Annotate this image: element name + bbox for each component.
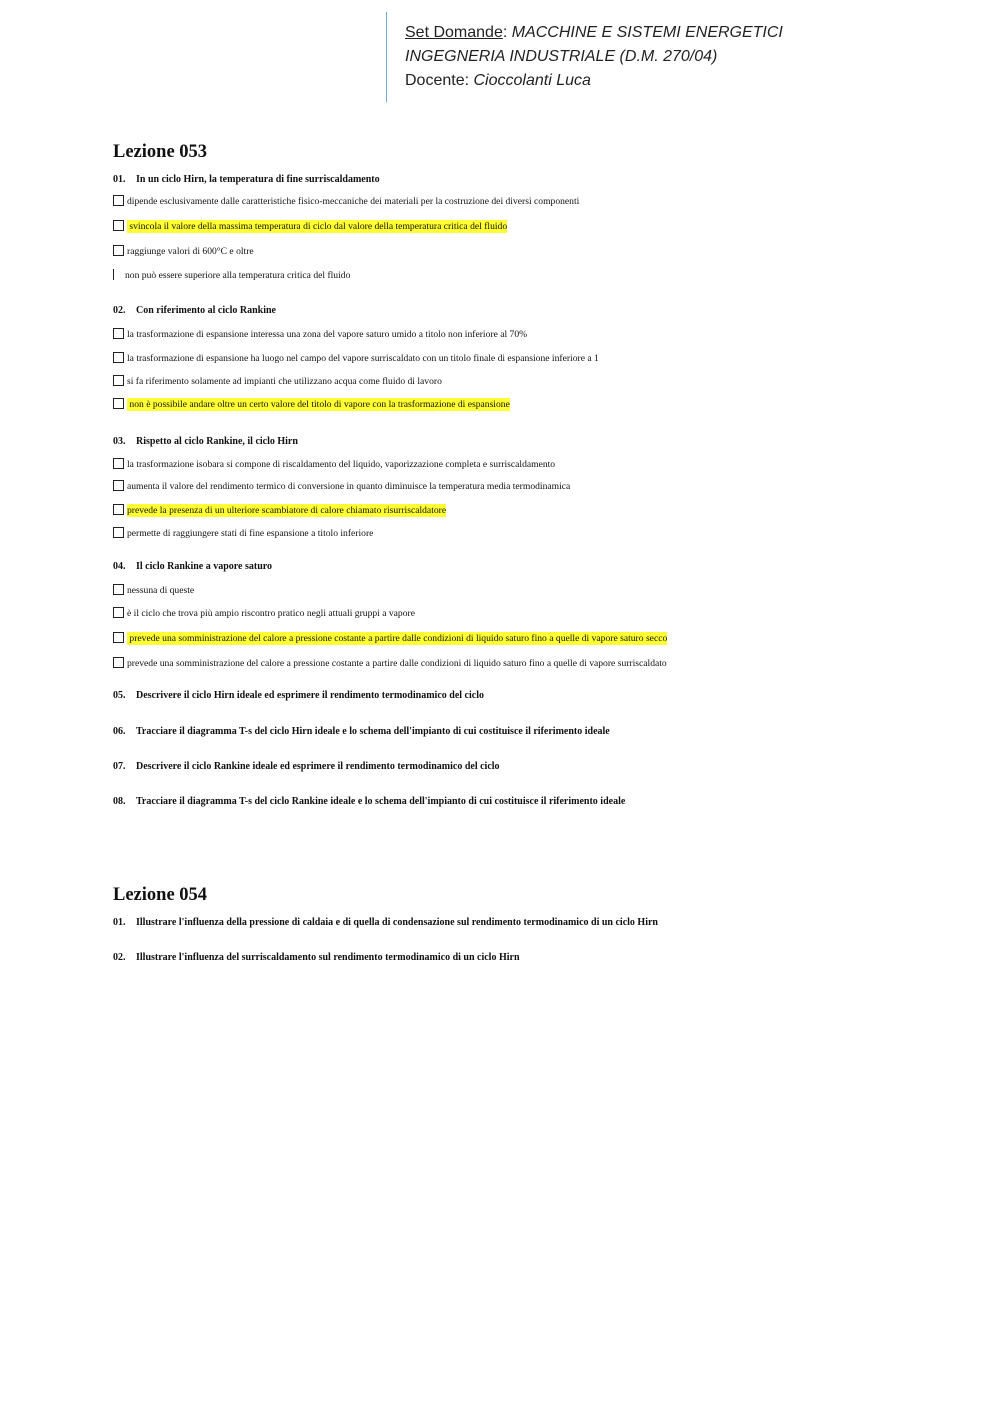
set-separator: :	[502, 24, 512, 41]
option-text-highlighted: prevede la presenza di un ulteriore scambiatore di calore chiamato risurriscaldatore	[127, 505, 447, 516]
question-title	[113, 436, 298, 447]
answer-option[interactable]	[113, 527, 373, 540]
checkbox[interactable]	[113, 480, 124, 491]
answer-option[interactable]	[113, 352, 599, 365]
question-title	[113, 796, 625, 807]
question-number: 06.	[113, 726, 126, 737]
checkbox[interactable]	[113, 657, 124, 668]
option-text: non può essere superiore alla temperatura critica del fluido	[125, 270, 351, 281]
question-title	[113, 917, 658, 928]
course-line: INGEGNERIA INDUSTRIALE (D.M. 270/04)	[405, 48, 718, 65]
answer-option[interactable]	[113, 504, 446, 517]
answer-option[interactable]	[113, 269, 350, 282]
document-header	[386, 12, 946, 102]
answer-option[interactable]	[113, 480, 570, 493]
checkbox[interactable]	[113, 584, 124, 595]
question-number: 08.	[113, 796, 126, 807]
answer-option[interactable]	[113, 632, 667, 645]
option-text-highlighted: svincola il valore della massima temperatura di ciclo dal valore della temperatura critica del fluido	[127, 221, 508, 232]
question-title	[113, 726, 610, 737]
checkbox[interactable]	[113, 632, 124, 643]
option-text: la trasformazione di espansione ha luogo nel campo del vapore surriscaldato con un titolo finale di espansione inferiore a 1	[127, 353, 599, 364]
answer-option[interactable]	[113, 195, 579, 208]
question-title	[113, 174, 380, 185]
checkbox[interactable]	[113, 195, 124, 206]
question-text: Il ciclo Rankine a vapore saturo	[136, 561, 273, 572]
option-text: si fa riferimento solamente ad impianti che utilizzano acqua come fluido di lavoro	[127, 376, 442, 387]
answer-option[interactable]	[113, 220, 507, 233]
answer-option[interactable]	[113, 657, 667, 670]
answer-option[interactable]	[113, 328, 527, 341]
question-title	[113, 761, 500, 772]
set-value: MACCHINE E SISTEMI ENERGETICI	[511, 24, 783, 41]
option-text: prevede una somministrazione del calore a pressione costante a partire dalle condizioni di liquido saturo fino a quelle di vapore surriscaldato	[127, 658, 667, 669]
answer-option[interactable]	[113, 398, 510, 411]
answer-option[interactable]	[113, 375, 442, 388]
checkbox[interactable]	[113, 398, 124, 409]
option-text: è il ciclo che trova più ampio riscontro pratico negli attuali gruppi a vapore	[127, 608, 415, 619]
question-text: Tracciare il diagramma T-s del ciclo Rankine ideale e lo schema dell'impianto di cui costituisce il riferimento ideale	[136, 796, 626, 807]
question-text: In un ciclo Hirn, la temperatura di fine surriscaldamento	[136, 174, 380, 185]
question-text: Tracciare il diagramma T-s del ciclo Hirn ideale e lo schema dell'impianto di cui costituisce il riferimento ideale	[136, 726, 610, 737]
question-title	[113, 690, 484, 701]
option-text: la trasformazione di espansione interessa una zona del vapore saturo umido a titolo non inferiore al 70%	[127, 329, 528, 340]
option-text-highlighted: prevede una somministrazione del calore a pressione costante a partire dalle condizioni di liquido saturo fino a quelle di vapore saturo secco	[127, 633, 668, 644]
question-number: 01.	[113, 174, 126, 185]
checkbox[interactable]	[113, 245, 124, 256]
option-text: permette di raggiungere stati di fine espansione a titolo inferiore	[127, 528, 374, 539]
question-number: 02.	[113, 305, 126, 316]
question-number: 05.	[113, 690, 126, 701]
question-text: Descrivere il ciclo Rankine ideale ed esprimere il rendimento termodinamico del ciclo	[136, 761, 500, 772]
option-text-highlighted: non è possibile andare oltre un certo valore del titolo di vapore con la trasformazione di espansione	[127, 399, 510, 410]
option-text: raggiunge valori di 600°C e oltre	[127, 246, 254, 257]
question-title	[113, 561, 272, 572]
answer-option[interactable]	[113, 584, 194, 597]
answer-option[interactable]	[113, 245, 254, 258]
teacher-line	[405, 69, 946, 93]
checkbox[interactable]	[113, 458, 124, 469]
option-text: dipende esclusivamente dalle caratteristiche fisico-meccaniche dei materiali per la costruzione dei diversi componenti	[127, 196, 580, 207]
question-title	[113, 305, 276, 316]
set-line	[405, 21, 946, 45]
question-text: Illustrare l'influenza della pressione di caldaia e di quella di condensazione sul rendimento termodinamico di un ciclo Hirn	[136, 917, 658, 928]
checkbox[interactable]	[113, 220, 124, 231]
checkbox[interactable]	[113, 328, 124, 339]
checkbox[interactable]	[113, 504, 124, 515]
question-number: 04.	[113, 561, 126, 572]
lesson-title: Lezione 054	[113, 885, 208, 905]
question-text: Con riferimento al ciclo Rankine	[136, 305, 276, 316]
answer-option[interactable]	[113, 607, 415, 620]
question-title	[113, 952, 520, 963]
question-number: 03.	[113, 436, 126, 447]
question-number: 01.	[113, 917, 126, 928]
question-text: Rispetto al ciclo Rankine, il ciclo Hirn	[136, 436, 298, 447]
answer-option[interactable]	[113, 458, 555, 471]
lesson-title: Lezione 053	[113, 142, 208, 162]
teacher-label: Docente:	[405, 72, 474, 89]
checkbox[interactable]	[113, 375, 124, 386]
checkbox[interactable]	[113, 607, 124, 618]
question-text: Descrivere il ciclo Hirn ideale ed esprimere il rendimento termodinamico del ciclo	[136, 690, 484, 701]
checkbox[interactable]	[113, 527, 124, 538]
option-text: aumenta il valore del rendimento termico di conversione in quanto diminuisce la temperatura media termodinamica	[127, 481, 571, 492]
question-number: 02.	[113, 952, 126, 963]
checkbox[interactable]	[113, 269, 116, 280]
option-text: nessuna di queste	[127, 585, 195, 596]
question-text: Illustrare l'influenza del surriscaldamento sul rendimento termodinamico di un ciclo Hirn	[136, 952, 520, 963]
teacher-value: Cioccolanti Luca	[473, 72, 591, 89]
set-label: Set Domande	[405, 24, 503, 41]
question-number: 07.	[113, 761, 126, 772]
option-text: la trasformazione isobara si compone di riscaldamento del liquido, vaporizzazione completa e surriscaldamento	[127, 459, 556, 470]
checkbox[interactable]	[113, 352, 124, 363]
